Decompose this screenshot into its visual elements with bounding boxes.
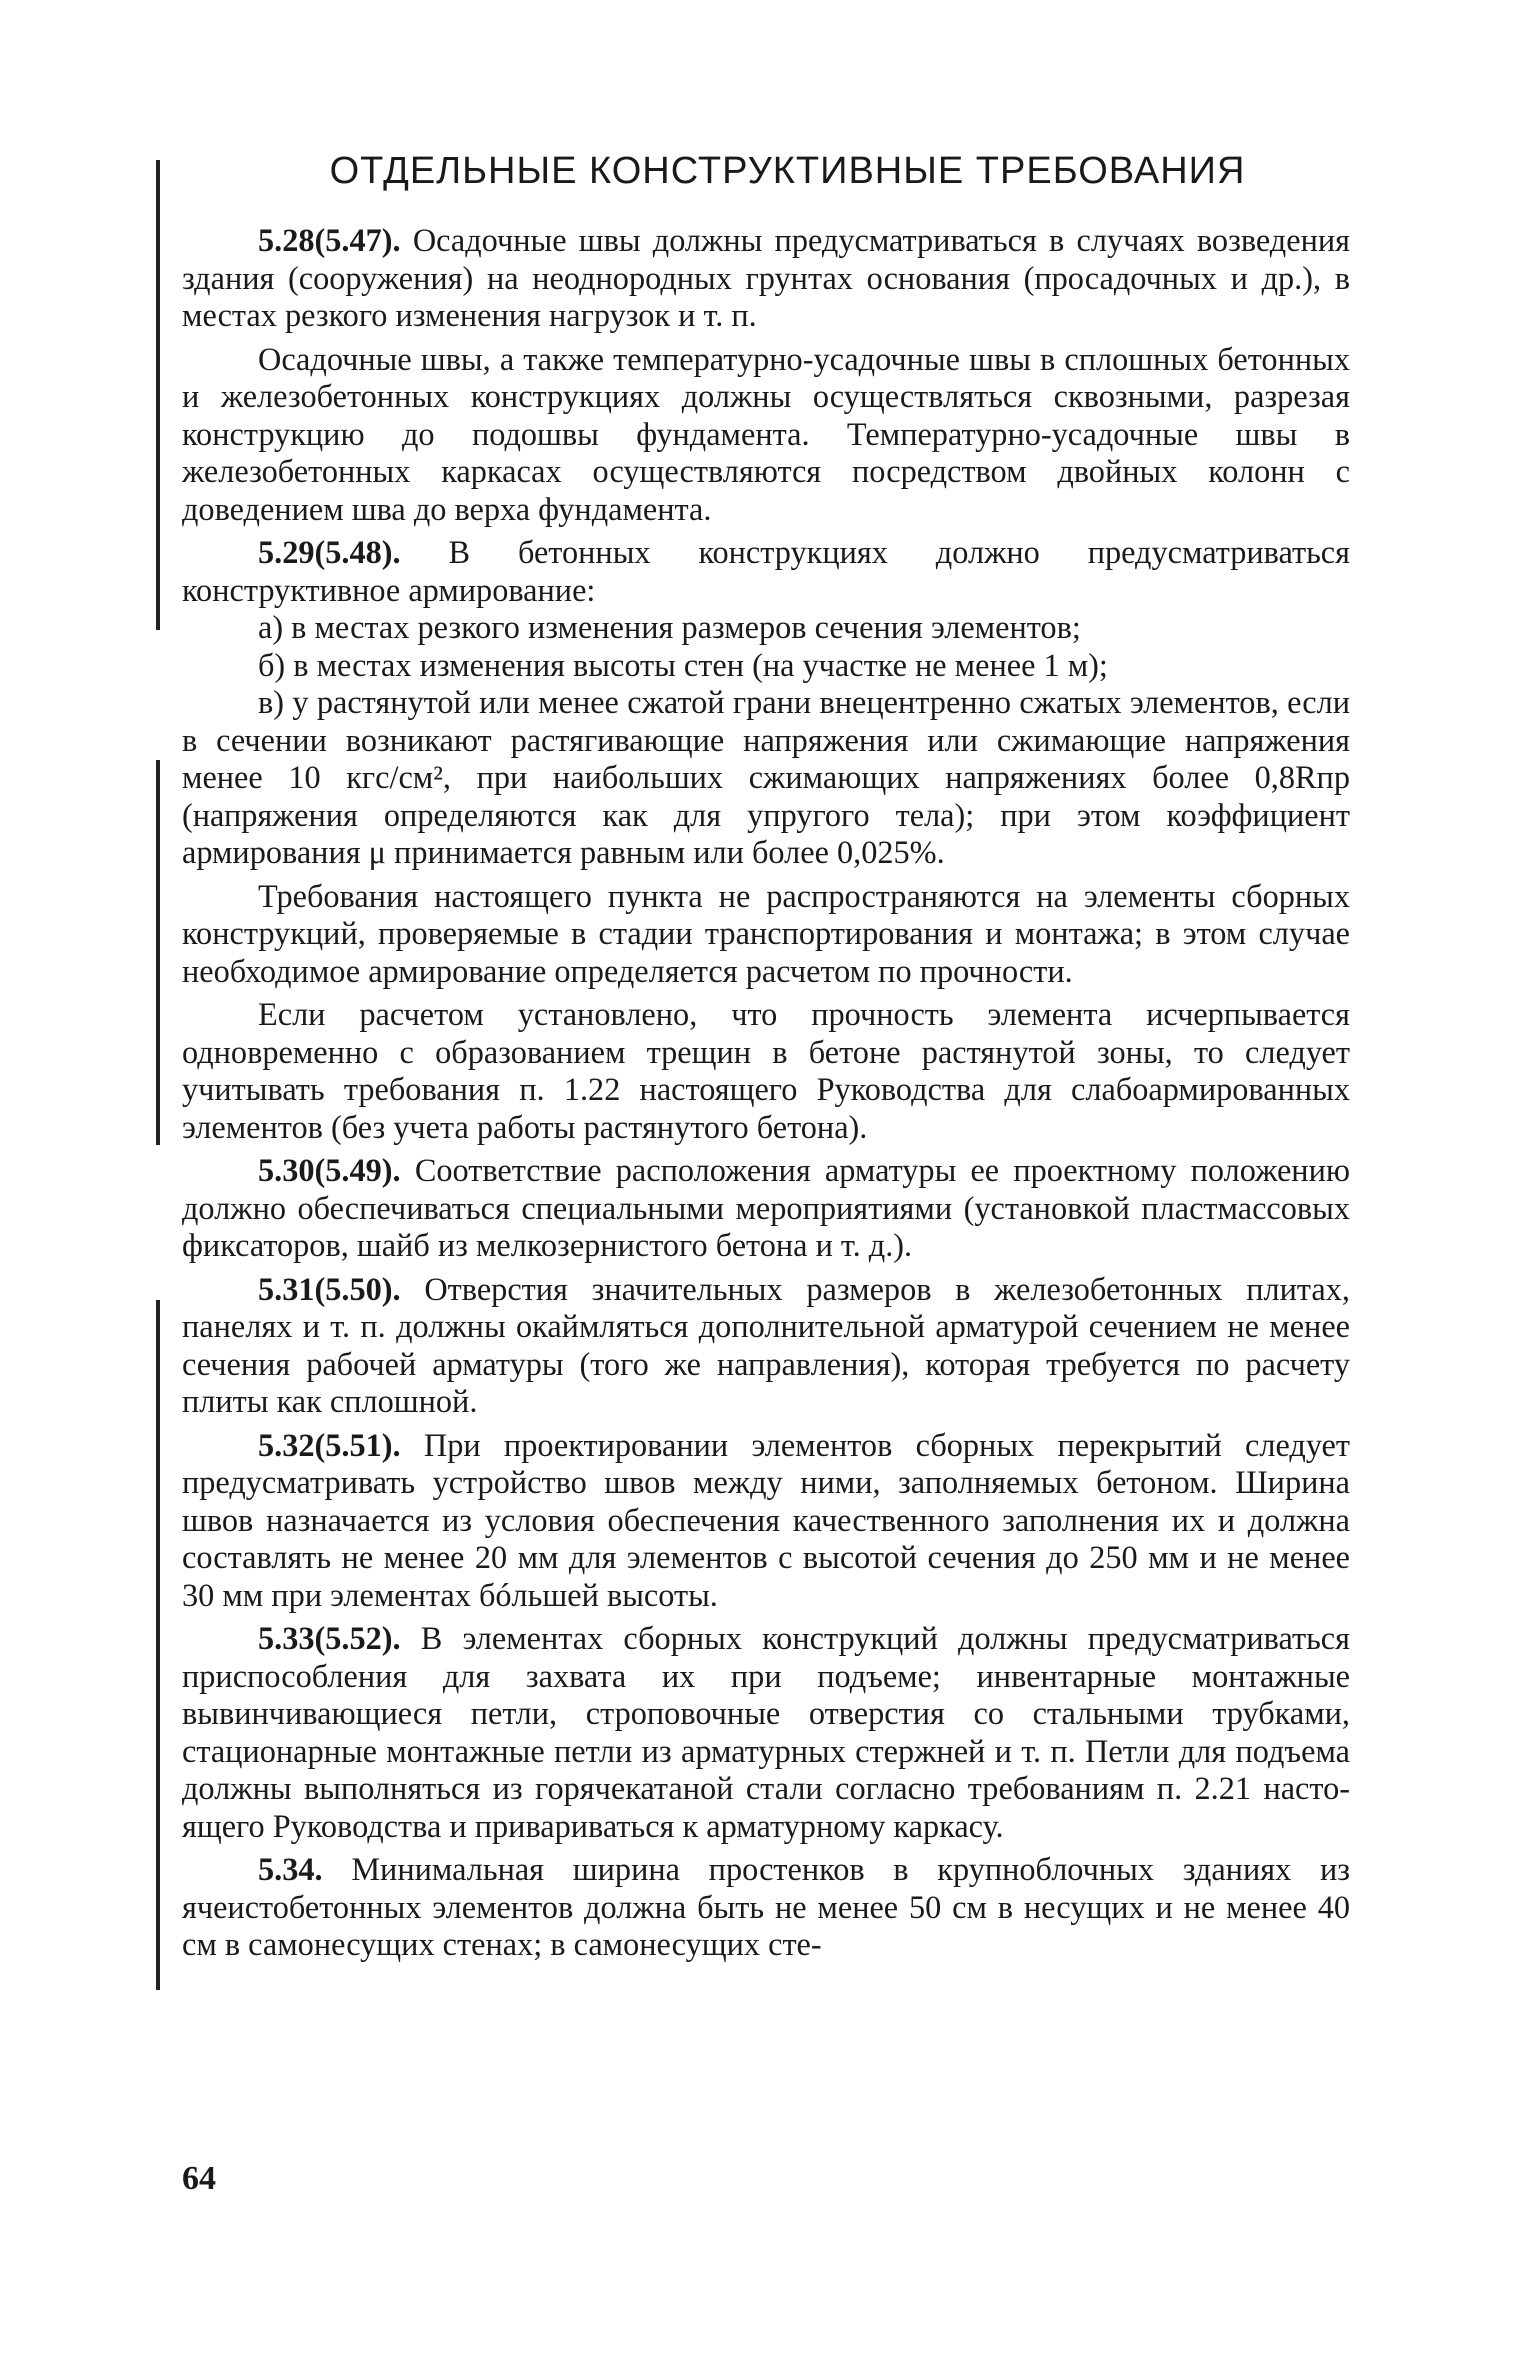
clause-number: 5.30(5.49). bbox=[258, 1152, 401, 1188]
paragraph bbox=[182, 1851, 1350, 1964]
page-number: 64 bbox=[182, 2160, 216, 2197]
paragraph bbox=[182, 878, 1350, 991]
paragraph-text: Осадочные швы должны предусматриваться в случаях возведения здания (сооружения) на неоднородных грунтах основания (просадочных и др.), в местах резкого изменения нагрузок и т. п. bbox=[182, 222, 1350, 333]
paragraph-text: Соответствие расположения арматуры ее проектному положению должно обеспечиваться специальными мероприятиями (установкой пластмассовых фиксаторов, шайб из мелкозернистого бетона и т. д.). bbox=[182, 1152, 1350, 1263]
paragraph bbox=[182, 222, 1350, 335]
paragraph bbox=[182, 996, 1350, 1146]
body-text bbox=[182, 222, 1350, 1970]
clause-number: 5.28(5.47). bbox=[258, 222, 401, 258]
paragraph-text: В бетонных конструкциях должно предусматриваться конструктивное армирование: bbox=[182, 534, 1350, 608]
paragraph bbox=[182, 534, 1350, 609]
clause-number: 5.29(5.48). bbox=[258, 534, 401, 570]
paragraph-text: в) у растянутой или менее сжатой грани внецентренно сжатых элементов, если в сечении возникают растягивающие напряжения или сжимающие напряжения менее 10 кгс/см², при наибольших сжимающих напряжениях более 0,8Rпр (напряжения определяются как для упругого тела); при этом коэффициент армирования μ принимается равным или более 0,025%. bbox=[182, 684, 1350, 870]
paragraph-text: Если расчетом установлено, что прочность элемента исчерпывается одновременно с образованием трещин в бетоне растянутой зоны, то следует учитывать требования п. 1.22 настоящего Руководства для слабоармированных элементов (без учета работы растянутого бетона). bbox=[182, 996, 1350, 1145]
paragraph bbox=[182, 1427, 1350, 1615]
clause-number: 5.34. bbox=[258, 1851, 323, 1887]
section-heading: ОТДЕЛЬНЫЕ КОНСТРУКТИВНЫЕ ТРЕБОВАНИЯ bbox=[329, 150, 1246, 192]
paragraph-text: Требования настоящего пункта не распространяются на элементы сборных конструкций, проверяемые в стадии транспортирования и монтажа; в этом случае необходимое армирование определяется расчетом по прочности. bbox=[182, 877, 1350, 989]
margin-change-bar bbox=[156, 760, 160, 1145]
paragraph bbox=[182, 341, 1350, 529]
margin-change-bar bbox=[156, 1300, 160, 1990]
paragraph-text: При проектировании элементов сборных перекрытий следует предусматривать устройство швов между ними, заполняемых бетоном. Ширина швов назначается из условия обеспечения качественного заполнения их и должна составлять не менее 20 мм для элементов с высотой сечения до 250 мм и не менее 30 мм при элементах бóльшей высоты. bbox=[182, 1426, 1350, 1613]
paragraph-text: Минимальная ширина простенков в крупноблочных зданиях из ячеистобетонных элементов должна быть не менее 50 см в несущих и не менее 40 см в самонесущих стенах; в самонесущих сте- bbox=[182, 1851, 1350, 1962]
paragraph-text: Осадочные швы, а также температурно-усадочные швы в сплошных бетонных и железобетонных конструкциях должны осуществляться сквозными, разрезая конструкцию до подошвы фундамента. Температурно-усадочные швы в железобетонных каркасах осуществляются посредством двойных колонн с доведением шва до верха фундамента. bbox=[182, 340, 1350, 527]
list-item bbox=[182, 647, 1350, 685]
clause-number: 5.32(5.51). bbox=[258, 1426, 401, 1463]
list-item bbox=[182, 609, 1350, 647]
paragraph-text: а) в местах резкого изменения размеров сечения элементов; bbox=[258, 609, 1081, 645]
paragraph-text: б) в местах изменения высоты стен (на участке не менее 1 м); bbox=[258, 646, 1108, 683]
paragraph bbox=[182, 1152, 1350, 1265]
paragraph-text: Отверстия значительных размеров в железобетонных плитах, панелях и т. п. должны окаймляться дополнительной арматурой сечением не менее сечения рабочей арматуры (того же направления), которая требуется по расчету плиты как сплошной. bbox=[182, 1270, 1350, 1419]
paragraph bbox=[182, 1271, 1350, 1421]
paragraph bbox=[182, 1620, 1350, 1845]
list-item bbox=[182, 684, 1350, 872]
clause-number: 5.33(5.52). bbox=[258, 1620, 401, 1656]
paragraph-text: В элементах сборных конструкций должны предусматриваться приспособления для захвата их при подъеме; инвентарные монтажные вывинчивающиеся петли, строповочные отверстия со стальными трубками, стационарные монтажные петли из арматурных стержней и т. п. Петли для подъема должны выполняться из горячекатаной стали согласно требованиям п. 2.21 настоящего Руководства и привариваться к арматурному каркасу. bbox=[182, 1620, 1350, 1844]
clause-number: 5.31(5.50). bbox=[258, 1270, 401, 1307]
margin-change-bar bbox=[156, 160, 160, 630]
